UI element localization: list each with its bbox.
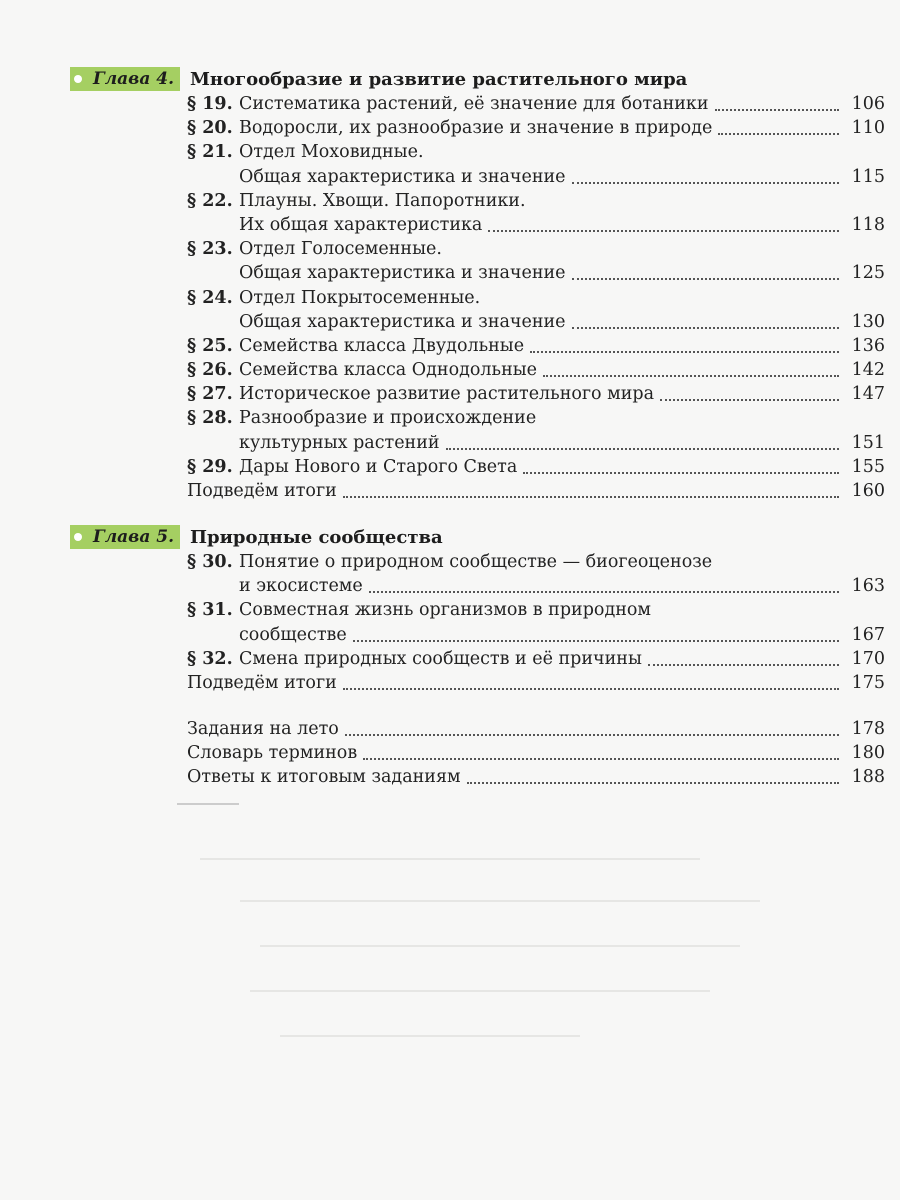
- dot-leader: [648, 664, 839, 666]
- page-number: 175: [851, 672, 885, 693]
- page-number: 142: [851, 360, 885, 381]
- toc-entry[interactable]: [187, 598, 885, 622]
- page-number: 147: [851, 384, 885, 405]
- toc-entry-continuation[interactable]: [187, 574, 885, 598]
- section-title: Разнообразие и происхождение: [239, 408, 537, 429]
- page-number: 188: [851, 767, 885, 788]
- dot-leader: [343, 496, 839, 498]
- section-number: § 21.: [187, 142, 233, 163]
- toc-entry[interactable]: [187, 334, 885, 358]
- dot-leader: [363, 758, 839, 760]
- bullet-dot-icon: [74, 533, 82, 541]
- bleed-through-line: [260, 945, 740, 947]
- bullet-dot-icon: [74, 75, 82, 83]
- dot-leader: [543, 375, 839, 377]
- page-number: 115: [851, 166, 885, 187]
- section-number: § 22.: [187, 190, 233, 211]
- appendix-title: Ответы к итоговым заданиям: [187, 767, 461, 788]
- section-number: § 32.: [187, 648, 233, 669]
- page-number: 167: [851, 624, 885, 645]
- dot-leader: [715, 109, 839, 111]
- chapter-header: [70, 524, 885, 550]
- section-title-line-2: Их общая характеристика: [239, 214, 483, 235]
- page-number: 160: [851, 481, 885, 501]
- section-number: § 30.: [187, 552, 233, 572]
- toc-entry[interactable]: [187, 455, 885, 479]
- toc-entry[interactable]: [187, 647, 885, 671]
- toc-summary-entry[interactable]: [187, 479, 885, 503]
- dot-leader: [369, 591, 839, 593]
- section-number: § 24.: [187, 287, 233, 308]
- section-title-line-2: сообществе: [239, 624, 347, 645]
- bleed-through-line: [250, 990, 710, 992]
- section-title: Плауны. Хвощи. Папоротники.: [239, 190, 526, 211]
- toc-entry[interactable]: [187, 358, 885, 382]
- toc-appendix-entry[interactable]: [187, 717, 885, 741]
- toc-appendix-entry[interactable]: [187, 741, 885, 765]
- chapter-4: [70, 66, 885, 503]
- toc-entry-continuation[interactable]: [187, 165, 885, 189]
- section-number: § 25.: [187, 335, 233, 356]
- chapter-header: [70, 66, 885, 92]
- dot-leader: [523, 472, 839, 474]
- dot-leader: [446, 448, 839, 450]
- toc-entry[interactable]: [187, 550, 885, 574]
- section-number: § 27.: [187, 384, 233, 405]
- section-title: Семейства класса Двудольные: [239, 335, 525, 356]
- chapter-label: Глава 4.: [92, 69, 174, 89]
- toc-entry[interactable]: [187, 189, 885, 213]
- section-title: Систематика растений, её значение для ботаники: [239, 94, 709, 114]
- toc-entry-continuation[interactable]: [187, 310, 885, 334]
- toc-entry[interactable]: [187, 237, 885, 261]
- page-number: 110: [851, 118, 885, 139]
- section-title-line-2: Общая характеристика и значение: [239, 263, 566, 284]
- toc-entry-continuation[interactable]: [187, 261, 885, 285]
- section-title: Отдел Покрытосеменные.: [239, 287, 481, 308]
- toc-appendix-entry[interactable]: [187, 765, 885, 789]
- section-title: Водоросли, их разнообразие и значение в природе: [239, 118, 713, 139]
- bleed-through-line: [240, 900, 760, 902]
- section-number: § 19.: [187, 94, 233, 114]
- chapter-5: [70, 524, 885, 695]
- page-number: 170: [851, 648, 885, 669]
- section-number: § 28.: [187, 408, 233, 429]
- section-number: § 26.: [187, 360, 233, 381]
- summary-title: Подведём итоги: [187, 481, 337, 501]
- chapter-entries: [187, 92, 885, 503]
- bleed-through-line: [200, 858, 700, 860]
- appendix-title: Словарь терминов: [187, 743, 358, 764]
- section-title: Смена природных сообществ и её причины: [239, 648, 642, 669]
- page-number: 163: [851, 576, 885, 597]
- section-title: Историческое развитие растительного мира: [239, 384, 655, 405]
- dot-leader: [530, 351, 839, 353]
- toc-entry[interactable]: [187, 286, 885, 310]
- dot-leader: [660, 399, 839, 401]
- section-number: § 31.: [187, 600, 233, 621]
- toc-entry[interactable]: [187, 406, 885, 430]
- section-number: § 29.: [187, 456, 233, 477]
- dot-leader: [488, 230, 839, 232]
- section-title: Отдел Голосеменные.: [239, 239, 442, 260]
- toc-entry[interactable]: [187, 92, 885, 116]
- chapter-label-tab: [70, 67, 180, 91]
- end-divider: [177, 803, 239, 805]
- dot-leader: [572, 278, 839, 280]
- dot-leader: [345, 734, 839, 736]
- toc-entry[interactable]: [187, 140, 885, 164]
- page-number: 155: [851, 456, 885, 477]
- toc-entry[interactable]: [187, 116, 885, 140]
- toc-summary-entry[interactable]: [187, 671, 885, 695]
- section-title: Семейства класса Однодольные: [239, 360, 538, 381]
- section-number: § 20.: [187, 118, 233, 139]
- dot-leader: [343, 688, 839, 690]
- chapter-label-tab: [70, 525, 180, 549]
- chapter-title: Природные сообщества: [190, 526, 443, 548]
- section-title-line-2: и экосистеме: [239, 576, 363, 597]
- page-number: 130: [851, 311, 885, 332]
- section-title: Дары Нового и Старого Света: [239, 456, 518, 477]
- section-title-line-2: Общая характеристика и значение: [239, 166, 566, 187]
- chapter-entries: [187, 550, 885, 695]
- bleed-through-line: [280, 1035, 580, 1037]
- dot-leader: [353, 640, 839, 642]
- page-number: 180: [851, 743, 885, 764]
- chapter-label: Глава 5.: [92, 527, 174, 547]
- section-title: Отдел Моховидные.: [239, 142, 424, 163]
- toc-entry-continuation[interactable]: [187, 213, 885, 237]
- page-number: 136: [851, 335, 885, 356]
- chapter-title: Многообразие и развитие растительного мира: [190, 68, 688, 90]
- section-title: Понятие о природном сообществе — биогеоценозе: [239, 552, 713, 572]
- dot-leader: [572, 182, 839, 184]
- toc-entry-continuation[interactable]: [187, 431, 885, 455]
- appendix-title: Задания на лето: [187, 719, 339, 739]
- page-number: 118: [851, 214, 885, 235]
- section-title-line-2: Общая характеристика и значение: [239, 311, 566, 332]
- section-number: § 23.: [187, 239, 233, 260]
- summary-title: Подведём итоги: [187, 672, 337, 693]
- dot-leader: [572, 327, 839, 329]
- appendix-entries: [187, 717, 885, 790]
- page-number: 178: [851, 719, 885, 739]
- section-title: Совместная жизнь организмов в природном: [239, 600, 652, 621]
- page-number: 106: [851, 94, 885, 114]
- toc-entry-continuation[interactable]: [187, 623, 885, 647]
- section-title-line-2: культурных растений: [239, 432, 440, 453]
- toc-entry[interactable]: [187, 382, 885, 406]
- dot-leader: [467, 782, 839, 784]
- page-number: 125: [851, 263, 885, 284]
- dot-leader: [718, 133, 839, 135]
- page-number: 151: [851, 432, 885, 453]
